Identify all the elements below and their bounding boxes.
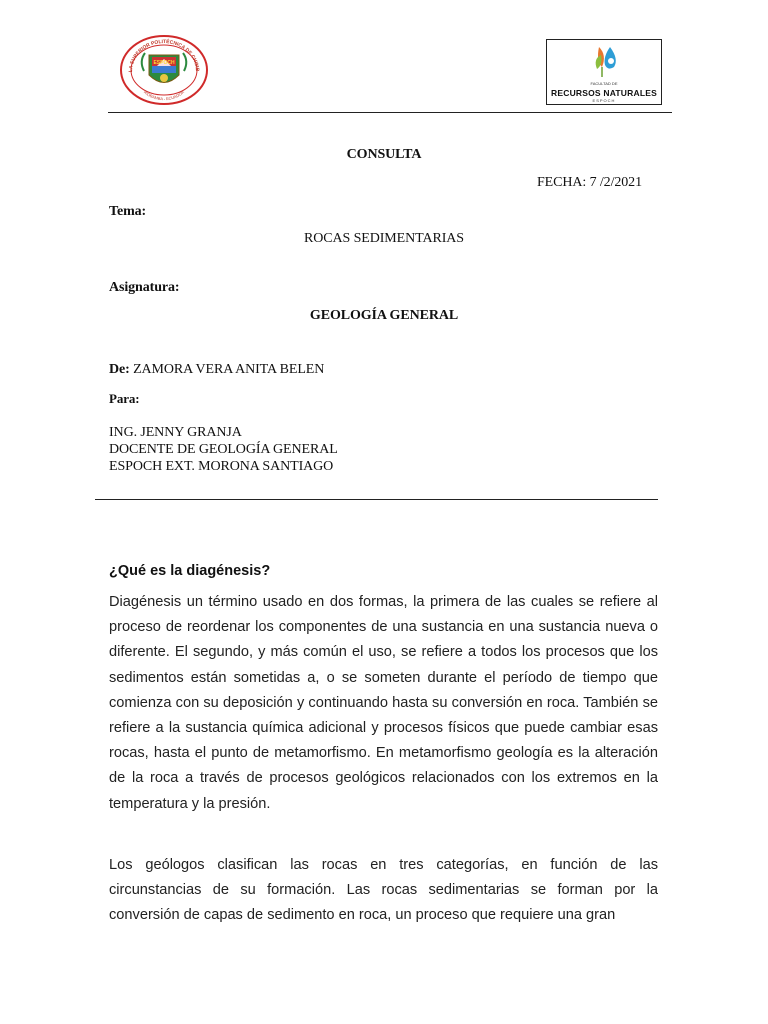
recipient-name: ING. JENNY GRANJA xyxy=(109,425,242,440)
tema-value: ROCAS SEDIMENTARIAS xyxy=(304,231,464,246)
asignatura-value: GEOLOGÍA GENERAL xyxy=(309,308,459,323)
document-date: FECHA: 7 /2/2021 xyxy=(537,175,642,190)
faculty-logo xyxy=(546,39,662,105)
svg-text:ESPOCH: ESPOCH xyxy=(153,60,175,66)
header-divider xyxy=(108,112,672,113)
para-label: Para: xyxy=(109,391,140,406)
document-title: CONSULTA xyxy=(346,147,422,162)
logo-title: RECURSOS NATURALES xyxy=(551,88,657,98)
recipient-role: DOCENTE DE GEOLOGÍA GENERAL xyxy=(109,442,338,457)
body-paragraph-2: Los geólogos clasifican las rocas en tres categorías, en función de las circunstancias de su formación. Las rocas sedimentarias se forman por la conversión de capas de sedimento en roca, un proceso que requiere una gran xyxy=(109,857,658,924)
asignatura-label: Asignatura: xyxy=(109,280,180,295)
sender-line xyxy=(109,362,324,378)
section-heading: ¿Qué es la diagénesis? xyxy=(109,563,271,579)
logo-top-text: FACULTAD DE xyxy=(590,81,618,86)
svg-text:ESCUELA SUPERIOR POLITÉCNICA D: LA SUPERIOR POLITÉCNICA DE CHIMB xyxy=(127,38,201,73)
body-paragraph-1: Diagénesis un término usado en dos formas, la primera de las cuales se refiere al proceso de reordenar los componentes de una sustancia en una sustancia nueva o diferente. El segundo, y más común el uso, se refiere a todos los procesos que los sedimentos están sometidas a, o se someten durante el período de tiempo que comienza con su deposición y continuando hasta su conversión en roca. También se refiere a la sustancia química adicional y procesos físicos que puede cambiar esas rocas, hasta el punto de metamorfismo. En metamorfismo geología es la alteración de la roca a través de procesos geológicos relacionados con los extremos en la temperatura y la presión. xyxy=(109,594,658,812)
tema-label: Tema: xyxy=(109,204,147,219)
logo-bottom-text: ESPOCH xyxy=(592,98,616,103)
leaf-drop-icon xyxy=(593,45,619,79)
svg-text:RIOBAMBA - ECUADOR: RIOBAMBA - ECUADOR xyxy=(142,89,186,102)
sender-name: ZAMORA VERA ANITA BELEN xyxy=(129,362,325,377)
de-label: De: xyxy=(109,362,130,377)
university-seal-logo xyxy=(119,35,209,105)
section-divider xyxy=(95,499,658,500)
recipient-institution: ESPOCH EXT. MORONA SANTIAGO xyxy=(109,459,334,474)
